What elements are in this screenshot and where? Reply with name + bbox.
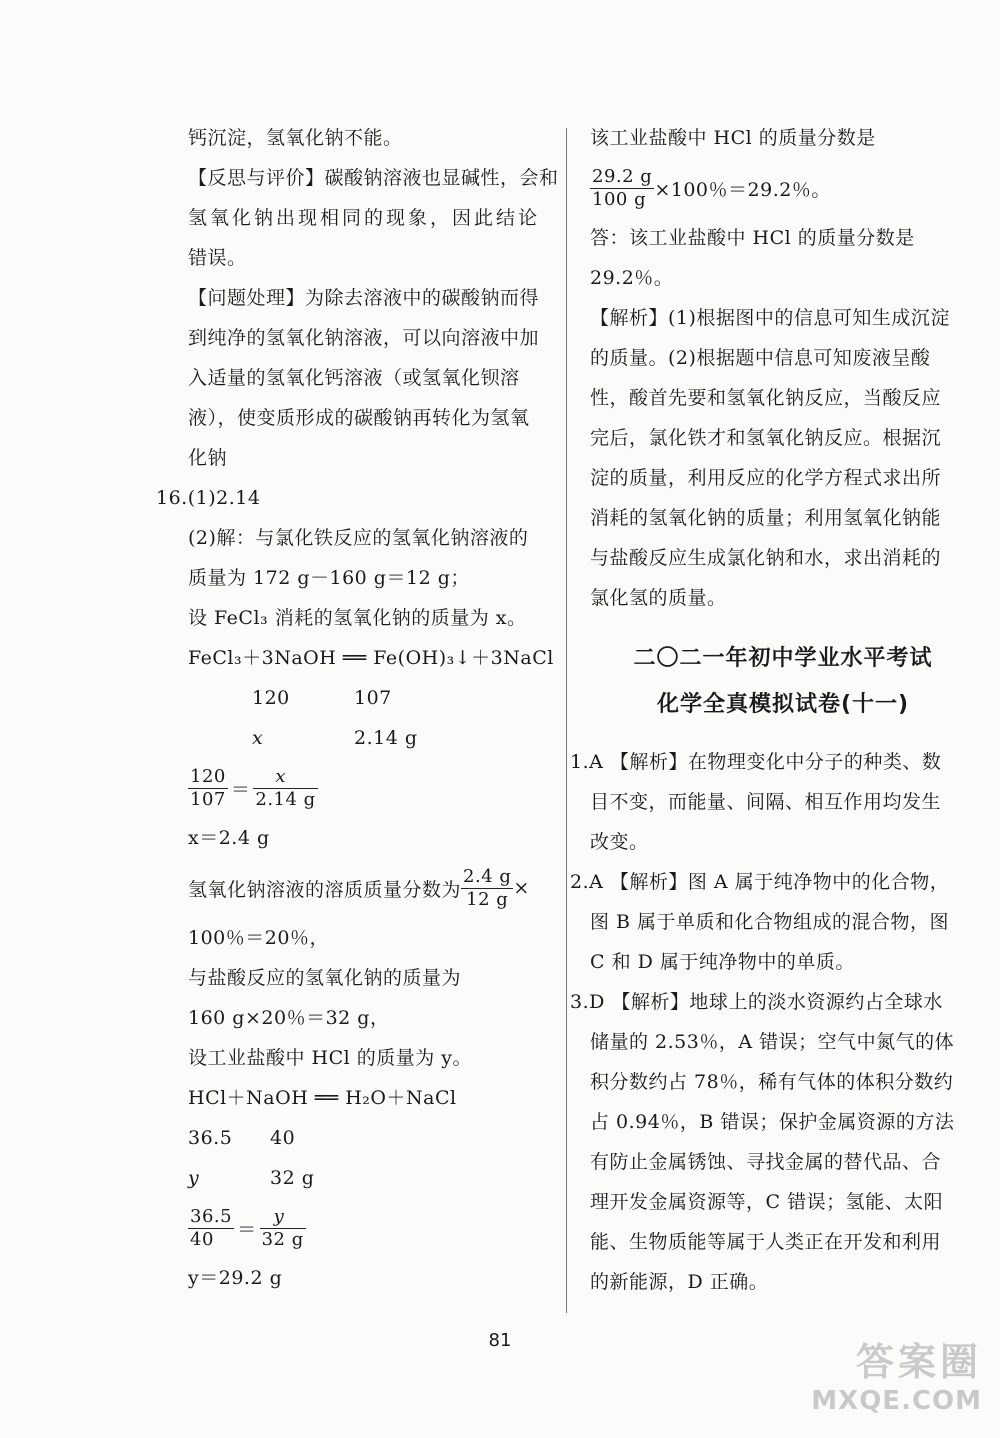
text-line: 【问题处理】为除去溶液中的碳酸钠而得 [188,287,540,309]
equation-value: 40 [270,1127,296,1149]
equation-value: x [252,727,264,749]
equation-1-mass-row [162,678,558,718]
answer-line: 理开发金属资源等，C 错误；氢能、太阳 [590,1191,944,1213]
chemical-equation-1: FeCl₃＋3NaOH ══ Fe(OH)₃↓＋3NaCl [188,647,554,669]
text-line: 化钠 [188,447,228,469]
text-line: 设 FeCl₃ 消耗的氢氧化钠的质量为 x。 [188,607,527,629]
equation-value: 120 [252,687,290,709]
answer-line: 的新能源，D 正确。 [590,1271,769,1293]
chemical-equation-2: HCl＋NaOH ══ H₂O＋NaCl [188,1087,457,1109]
answer-line: C 和 D 属于纯净物中的单质。 [590,951,855,973]
answer-line: 目不变，而能量、间隔、相互作用均发生 [590,791,942,813]
column-divider [566,128,567,1313]
equation-value: 2.14 g [354,727,418,749]
answer-line: 2.A 【解析】图 A 属于纯净物中的化合物， [570,871,950,893]
equation-2-mass-row [162,1118,558,1158]
answer-line: 改变。 [590,831,649,853]
proportion-1: $\frac{120}{107}$ ＝ $\frac{x}{2.14 g}$ [190,765,316,810]
fraction: $\frac{29.2 g}{100 g}$ [592,165,653,210]
right-column [570,118,976,1302]
proportion-2: $\frac{36.5}{40}$ ＝ $\frac{y}{32 g}$ [190,1205,304,1250]
text-line: 到纯净的氢氧化钠溶液，可以向溶液中加 [188,327,540,349]
answer-line: 3.D 【解析】地球上的淡水资源约占全球水 [570,991,943,1013]
answer-line: 能、生物质能等属于人类正在开发和利用 [590,1231,942,1253]
text-line: 钙沉淀，氢氧化钠不能。 [188,127,403,149]
text-line: 【反思与评价】碳酸钠溶液也显碱性，会和 [188,167,559,189]
section-subheading: 化学全真模拟试卷(十一) [656,692,910,717]
analysis-line: 完后，氯化铁才和氢氧化钠反应。根据沉 [590,427,942,449]
text-line: 入适量的氢氧化钙溶液（或氢氧化钡溶 [188,367,520,389]
watermark-logo: 答案圈 MXQE.COM [811,1340,982,1416]
analysis-line: 【解析】(1)根据图中的信息可知生成沉淀 [590,307,950,329]
answer-line: 1.A 【解析】在物理变化中分子的种类、数 [570,751,942,773]
text-line: 错误。 [188,247,247,269]
analysis-line: 的质量。(2)根据题中信息可知废液呈酸 [590,347,931,369]
answer-line: 图 B 属于单质和化合物组成的混合物，图 [590,911,950,933]
answer-line: 积分数约占 78％，稀有气体的体积分数约 [590,1071,954,1093]
analysis-line: 性，酸首先要和氢氧化钠反应，当酸反应 [590,387,942,409]
fraction: $\frac{y}{32 g}$ [261,1205,304,1250]
result-x: x＝2.4 g [188,827,270,849]
equation-1-unknown-row [162,718,558,758]
left-column [156,118,559,1298]
text-line: 100％＝20％， [188,927,329,949]
answer-line: 占 0.94％，B 错误；保护金属资源的方法 [590,1111,955,1133]
fraction: $\frac{x}{2.14 g}$ [255,765,316,810]
text-line: 与盐酸反应的氢氧化钠的质量为 [188,967,462,989]
equation-2-unknown-row [162,1158,558,1198]
question-16-heading: 16.(1)2.14 [156,487,261,509]
text-line: 质量为 172 g－160 g＝12 g； [188,567,470,589]
fraction: $\frac{2.4 g}{12 g}$ [463,865,512,910]
text-line: 答：该工业盐酸中 HCl 的质量分数是 [590,227,915,249]
analysis-line: 淀的质量，利用反应的化学方程式求出所 [590,467,942,489]
result-y: y＝29.2 g [188,1267,283,1289]
section-heading: 二〇二一年初中学业水平考试 [633,646,933,671]
fraction: $\frac{120}{107}$ [190,765,226,810]
analysis-line: 消耗的氢氧化钠的质量；利用氢氧化钠能 [590,507,942,529]
answer-line: 有防止金属锈蚀、寻找金属的替代品、合 [590,1151,942,1173]
text-line: 氢氧化钠出现相同的现象，因此结论 [188,207,541,229]
text-line: 设工业盐酸中 HCl 的质量为 y。 [188,1047,473,1069]
analysis-line: 氯化氢的质量。 [590,587,727,609]
analysis-line: 与盐酸反应生成氯化钠和水，求出消耗的 [590,547,942,569]
page-number: 81 [488,1330,512,1351]
fraction: $\frac{36.5}{40}$ [190,1205,233,1250]
text-line: 29.2％。 [590,267,674,289]
text-line: 该工业盐酸中 HCl 的质量分数是 [590,127,876,149]
equation-value: 107 [354,687,392,709]
concentration-line: 氢氧化钠溶液的溶质质量分数为 $\frac{2.4 g}{12 g}$ × [188,865,530,910]
answer-line: 储量的 2.53％，A 错误；空气中氮气的体 [590,1031,955,1053]
text-line: (2)解：与氯化铁反应的氢氧化钠溶液的 [188,527,529,549]
equation-value: 32 g [270,1167,315,1189]
equation-value: y [188,1167,200,1189]
text-line: 液），使变质形成的碳酸钠再转化为氢氧 [188,407,530,429]
equation-value: 36.5 [188,1127,233,1149]
text-line: 160 g×20％＝32 g， [188,1007,390,1029]
percentage-line: $\frac{29.2 g}{100 g}$ ×100％＝29.2％。 [592,165,831,210]
